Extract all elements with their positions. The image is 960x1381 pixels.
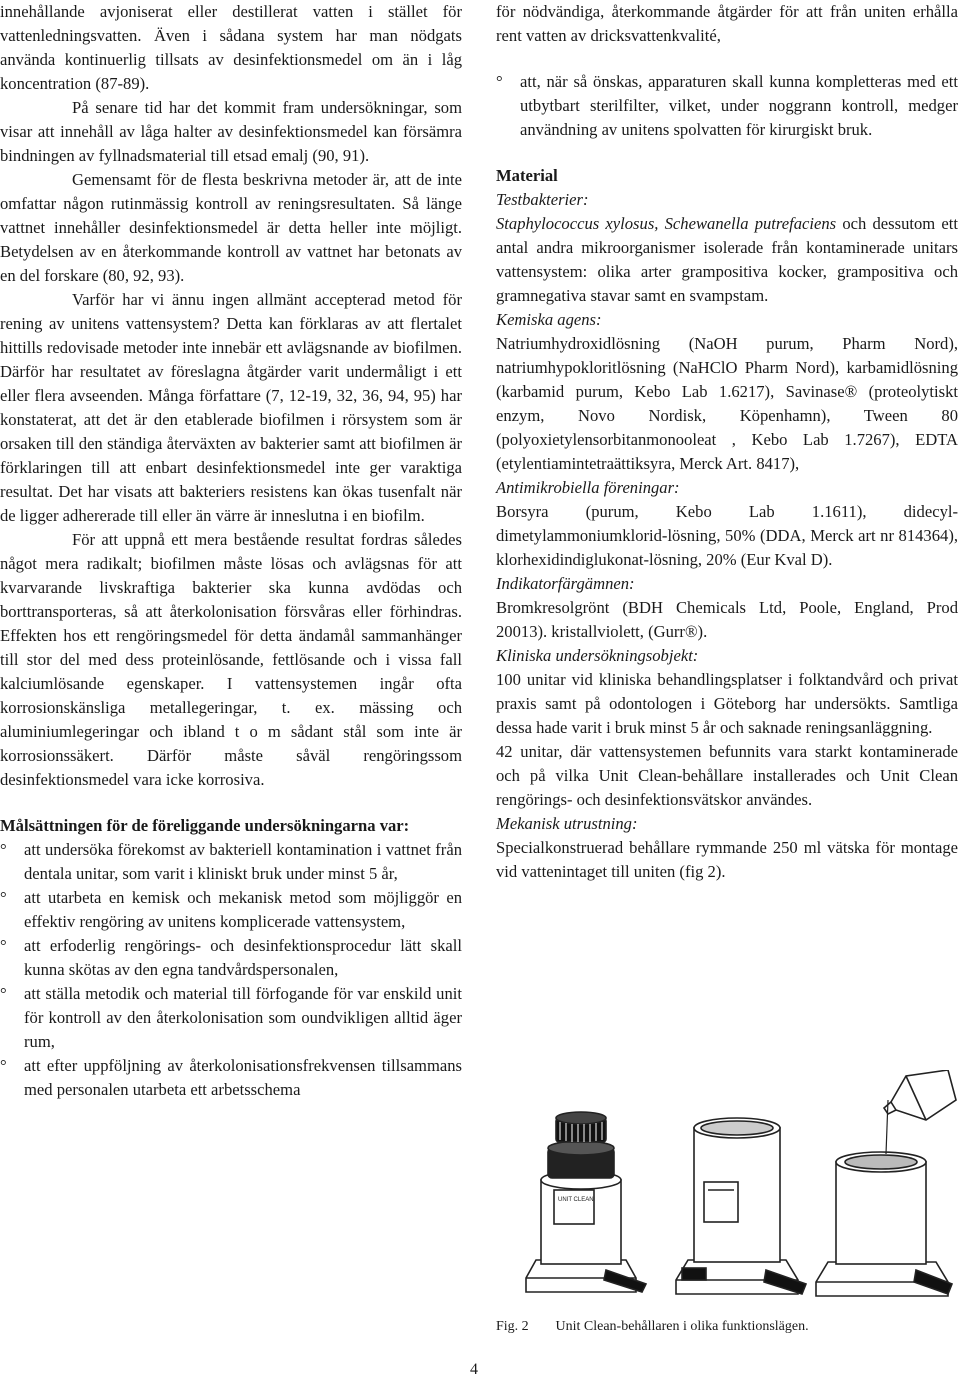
antimicrobial-label: Antimikrobiella föreningar: (496, 478, 680, 497)
test-bacteria-label: Testbakterier: (496, 190, 589, 209)
paragraph: Gemensamt för de flesta beskrivna metoder är, att de inte omfattar någon rutinmässig kontroll av reningsresultaten. Så länge vattnet innehåller desinfektionsmedel är detta heller inte möjligt. Betydelsen av en återkommande kontroll av vattnet har betonats av en del forskare (80, 92, 93). (0, 170, 462, 285)
section-heading: Målsättningen för de föreliggande undersökningarna var: (0, 816, 410, 835)
paragraph: Varför har vi ännu ingen allmänt accepterad metod för rening av unitens vattensystem? Detta kan förklaras av att flertalet hittills redovisade metoder inte innebär ett avlägsnande av biofilmen. Därför har resultatet av föreslagna åtgärder varit undermåligt i ett eller flera avseenden. Många författare (7, 12-19, 32, 36, 94, 95) har konstaterat, att det är den etablerade biofilmen i rörsystem som är orsaken till den ständiga återväxten av bakterier samt att biofilmen är förklaringen till att enbart desinfektionsmedel inte ger varaktiga resultat. Det har visats att bakteriers resistens kan ökas tusenfalt när de ligger adhererade till eller än värre är inneslutna i en biofilm. (0, 290, 462, 525)
left-column (0, 0, 462, 1102)
paragraph: På senare tid har det kommit fram undersökningar, som visar att innehåll av låga halter av desinfektionsmedel kan försämra bindningen av fyllnadsmaterial till etsad emalj (90, 91). (0, 98, 462, 165)
mechanical-equipment-label: Mekanisk utrustning: (496, 814, 638, 833)
paragraph: 100 unitar vid kliniska behandlingsplatser i folktandvård och privat praxis samt på odontologen i Göteborg har undersökts. Samtliga dessa hade varit i bruk minst 5 år och saknade reningsanläggning. (496, 670, 958, 737)
paragraph: innehållande avjoniserat eller destillerat vatten i stället för vattenledningsvatten. Även i sådana system har man nödgats använda kontinuerlig tillsats av desinfektionsmedel om än i låg koncentration (87-89). (0, 2, 462, 93)
container-label-text: UNIT CLEAN (558, 1197, 594, 1203)
figure-caption (496, 1319, 809, 1335)
paragraph: Specialkonstruerad behållare rymmande 250 ml vätska för montage vid vattenintaget till uniten (fig 2). (496, 838, 958, 881)
paragraph: Natriumhydroxidlösning (NaOH purum, Pharm Nord), natriumhypokloritlösning (NaHClO Pharm Nord), karbamidlösning (karbamid purum, Kebo Lab 1.6217), Savinase® (proteolytiskt enzym, Novo Nordisk, Köpenhamn), Tween 80 (polyoxietylensorbitanmonooleat , Kebo Lab 1.7267), EDTA (etylentiamintetraättiksyra, Merck Art. 8417), (496, 334, 958, 473)
paragraph: För att uppnå ett mera bestående resultat fordras således något mera radikalt; biofilmen måste lösas och avlägsnas för att kvarvarande livskraftiga bakterier ska kunna avdödas och borttransporteras, så att återkolonisation försvåras eller förhindras. Effekten hos ett rengöringsmedel för detta ändamål sammanhänger till stor del med dess proteinlösande, fettlösande och i vissa fall kalciumlösande egenskaper. I vattensystemen ingår ofta korrosionskänsliga metallegeringar, t. ex. mässing och aluminiumlegeringar och ibland t o m sådant stål som inte är korrosionssäkert. Därför måste såväl rengöringssom desinfektionsmedel vara icke korrosiva. (0, 530, 462, 789)
list-item: ° att efter uppföljning av återkolonisationsfrekvensen tillsammans med personalen utarbeta ett arbetsschema (0, 1056, 462, 1099)
unit-clean-figure (496, 1070, 958, 1310)
figure-caption-text: Unit Clean-behållaren i olika funktionslägen. (555, 1319, 809, 1334)
paragraph: Bromkresolgrönt (BDH Chemicals Ltd, Poole, England, Prod 20013). kristallviolett, (Gurr®). (496, 598, 958, 641)
clinical-objects-label: Kliniska undersökningsobjekt: (496, 646, 699, 665)
list-item: ° att ställa metodik och material till förfogande för var enskild unit för kontroll av den återkolonisation som oundvikligen alltid äger rum, (0, 984, 462, 1051)
right-column (496, 0, 958, 884)
figure-label: Fig. 2 (496, 1319, 529, 1334)
list-item: ° att erfoderlig rengörings- och desinfektionsprocedur lätt skall kunna skötas av den egna tandvårdspersonalen, (0, 936, 462, 979)
list-item: ° att, när så önskas, apparaturen skall kunna kompletteras med ett utbytbart sterilfilter, vilket, under noggrann kontroll, medger användning av unitens spolvatten för kirurgiskt bruk. (496, 72, 958, 139)
indicator-label: Indikatorfärgämnen: (496, 574, 635, 593)
paragraph: för nödvändiga, återkommande åtgärder för att från uniten erhålla rent vatten av dricksvattenkvalité, (496, 2, 958, 45)
container-open (676, 1118, 806, 1294)
species-names: Staphylococcus xylosus, Schewanella putrefaciens (496, 214, 837, 233)
page-number: 4 (470, 1361, 478, 1378)
material-heading: Material (496, 166, 558, 185)
goals-list (0, 838, 462, 1102)
paragraph: Staphylococcus xylosus, Schewanella putrefaciens och dessutom ett antal andra mikroorganismer isolerade från kontaminerade unitars vattensystem: olika arter grampositiva kocker, grampositiva och gramnegativa stavar samt en svampstam. (496, 214, 958, 305)
chemical-agents-label: Kemiska agens: (496, 310, 602, 329)
paragraph: Borsyra (purum, Kebo Lab 1.1611), didecyl-dimetylammoniumklorid-lösning, 50% (DDA, Merck art nr 814364), klorhexidindiglukonat-lösning, 20% (Eur Kval D). (496, 502, 958, 569)
list-item: ° att utarbeta en kemisk och mekanisk metod som möjliggör en effektiv rengöring av unitens komplicerade vattensystem, (0, 888, 462, 931)
container-closed (526, 1112, 646, 1292)
goals-list-cont (496, 70, 958, 142)
paragraph: 42 unitar, där vattensystemen befunnits vara starkt kontaminerade och på vilka Unit Clean-behållare installerades och Unit Clean rengörings- och desinfektionsvätskor användes. (496, 742, 958, 809)
list-item: ° att undersöka förekomst av bakteriell kontamination i vattnet från dentala unitar, som varit i kliniskt bruk under minst 5 år, (0, 840, 462, 883)
container-filling (816, 1070, 956, 1296)
